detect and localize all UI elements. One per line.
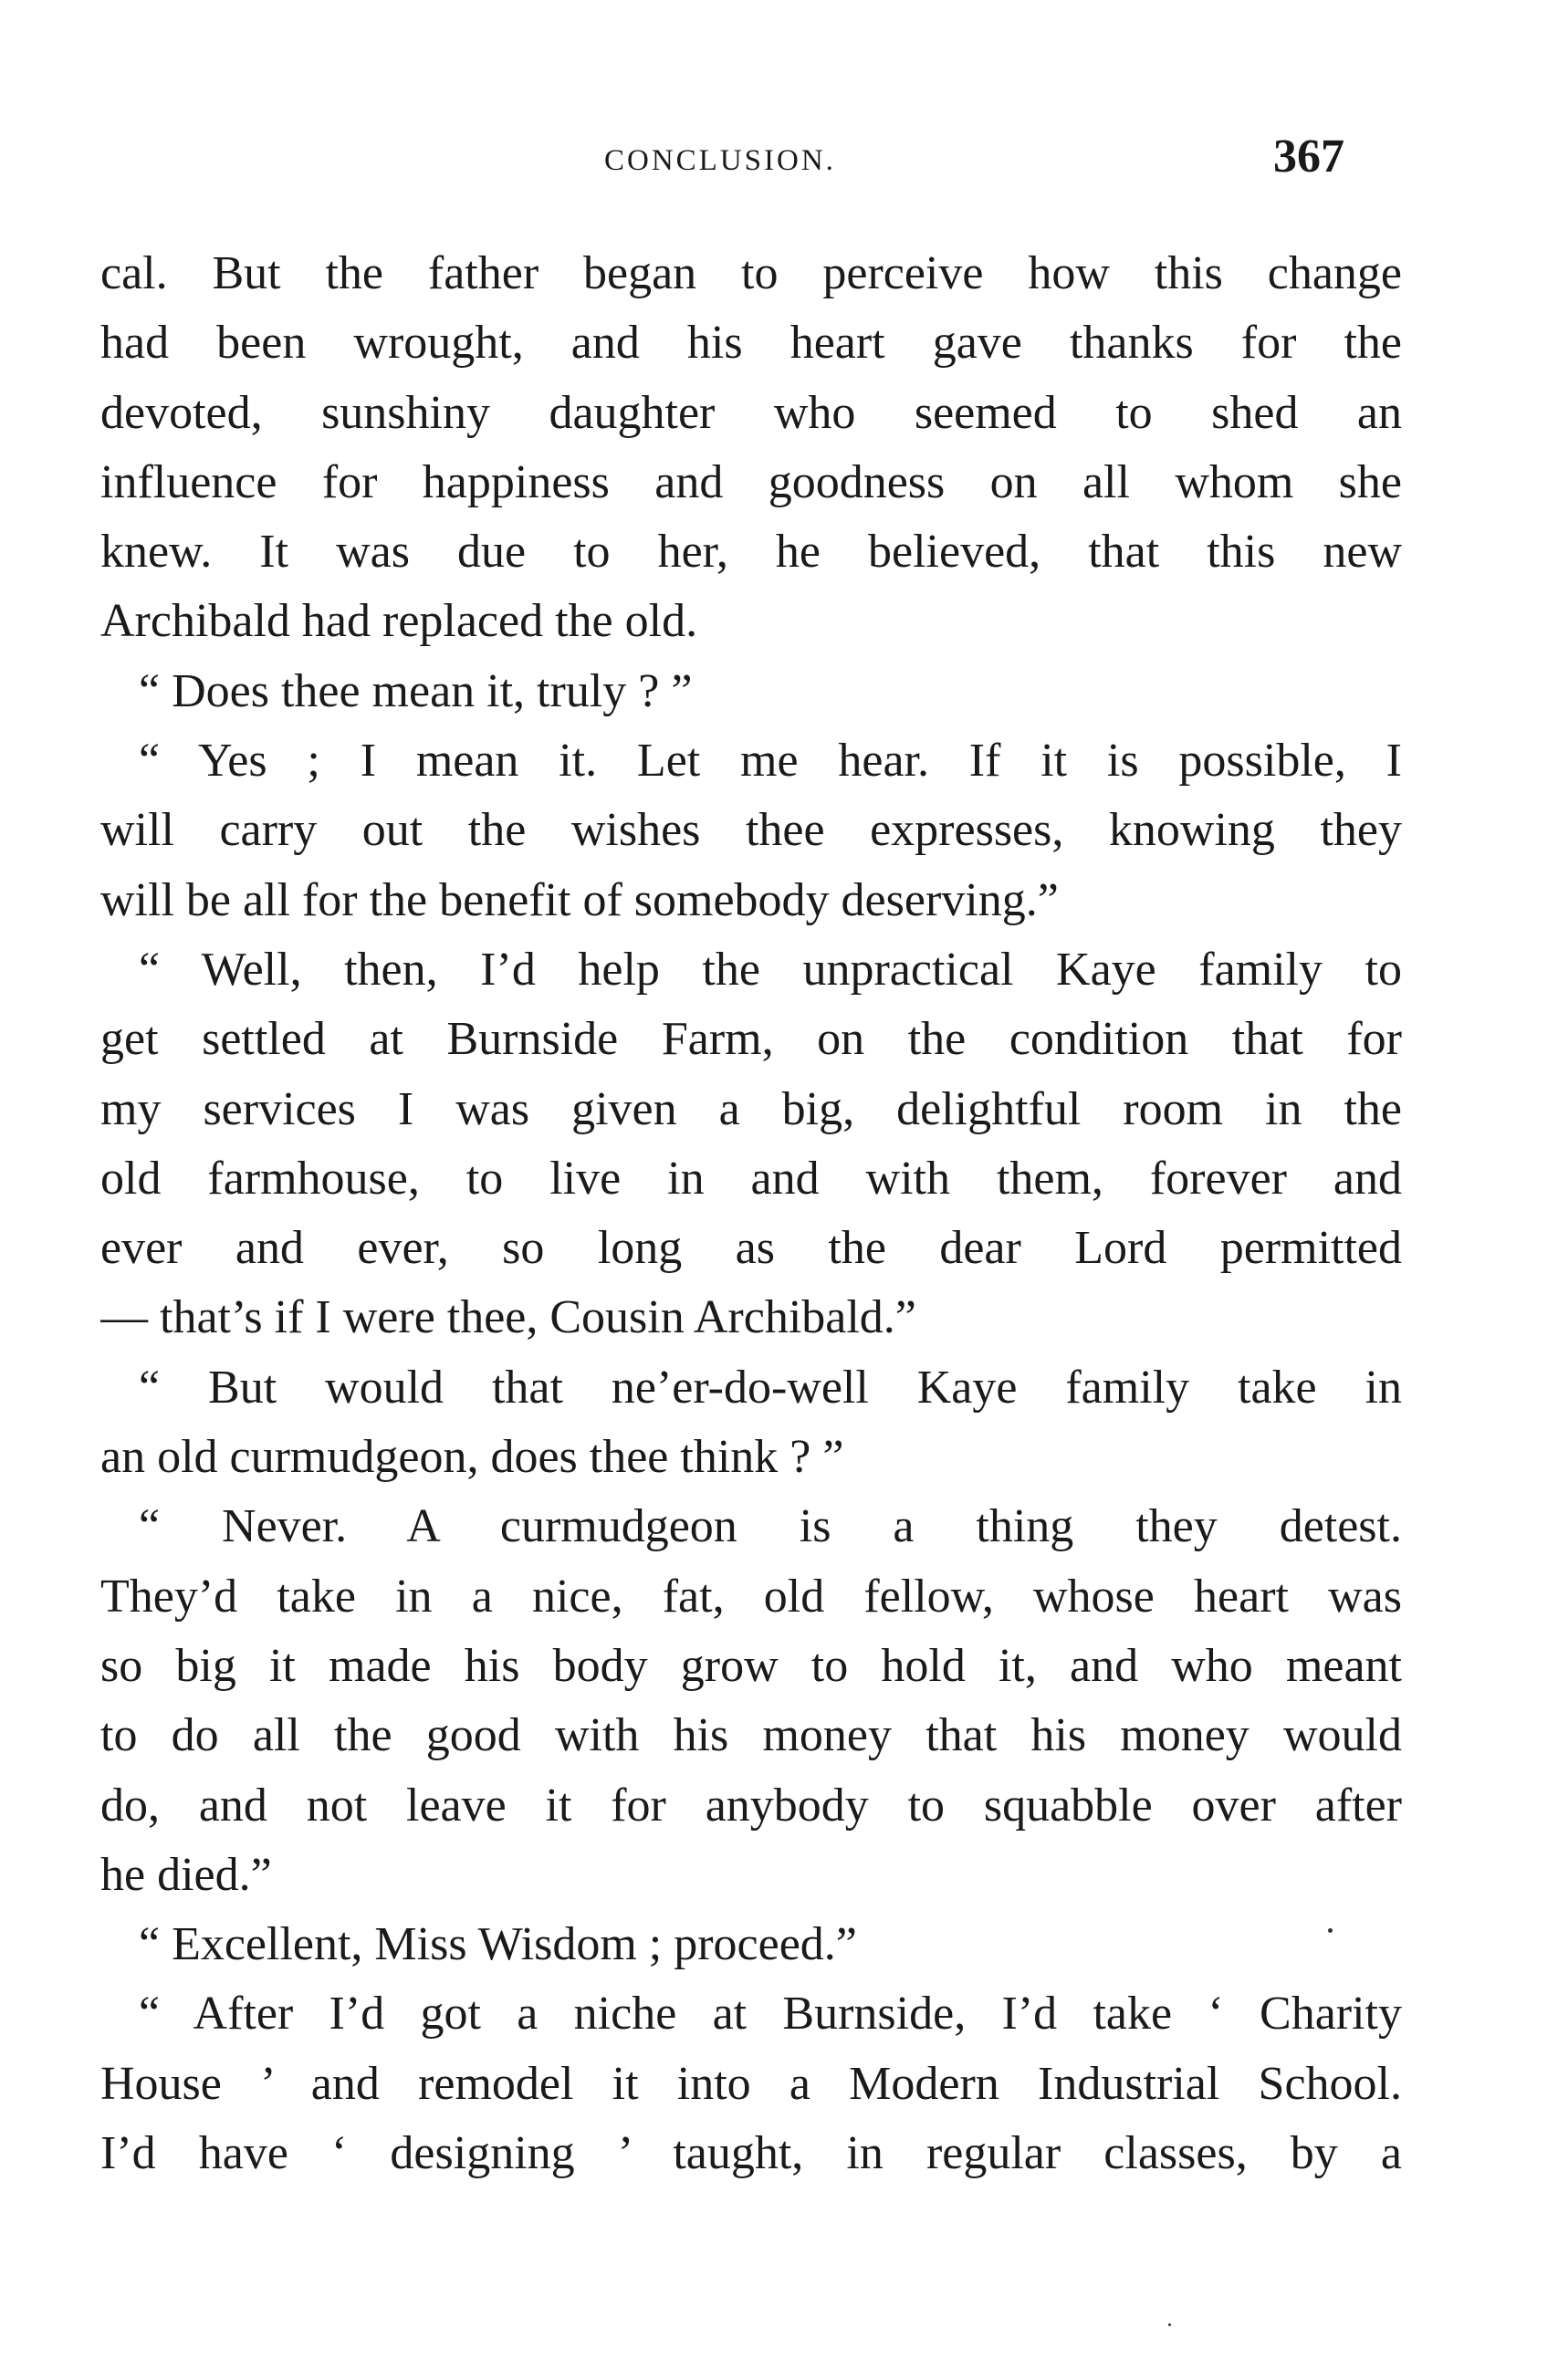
- text-line: will carry out the wishes thee expresses, knowing they: [100, 804, 1402, 857]
- text-line: “ After I’d got a niche at Burnside, I’d take ‘ Charity: [139, 1988, 1402, 2041]
- text-line: “ But would that ne’er-do-well Kaye family take in: [139, 1361, 1402, 1414]
- text-line: my services I was given a big, delightful room in the: [100, 1082, 1402, 1135]
- text-line: so big it made his body grow to hold it, and who meant: [100, 1639, 1402, 1692]
- text-line: “ Excellent, Miss Wisdom ; proceed.”: [139, 1918, 857, 1971]
- text-line: will be all for the benefit of somebody deserving.”: [100, 873, 1059, 926]
- text-line: “ Yes ; I mean it. Let me hear. If it is possible, I: [139, 735, 1402, 788]
- text-line: “ Well, then, I’d help the unpractical Kaye family to: [139, 943, 1402, 996]
- text-line: ever and ever, so long as the dear Lord permitted: [100, 1222, 1402, 1275]
- text-line: They’d take in a nice, fat, old fellow, whose heart was: [100, 1570, 1402, 1623]
- text-line: “ Never. A curmudgeon is a thing they detest.: [139, 1500, 1402, 1553]
- text-line: to do all the good with his money that his money would: [100, 1709, 1402, 1762]
- text-line: Archibald had replaced the old.: [100, 595, 698, 648]
- ink-speck: [1168, 2323, 1171, 2326]
- text-line: he died.”: [100, 1848, 272, 1901]
- body-text: [100, 239, 1402, 2188]
- running-head: CONCLUSION.: [604, 144, 836, 177]
- page-header: [0, 130, 1558, 188]
- text-line: do, and not leave it for anybody to squabble over after: [100, 1779, 1402, 1832]
- text-line: cal. But the father began to perceive how this change: [100, 247, 1402, 299]
- text-line: had been wrought, and his heart gave thanks for the: [100, 317, 1402, 370]
- text-line: “ Does thee mean it, truly ? ”: [139, 664, 693, 717]
- ink-speck: [1328, 1928, 1333, 1933]
- text-line: get settled at Burnside Farm, on the condition that for: [100, 1013, 1402, 1066]
- text-line: devoted, sunshiny daughter who seemed to shed an: [100, 386, 1402, 439]
- text-line: — that’s if I were thee, Cousin Archibald.”: [100, 1291, 916, 1344]
- text-line: an old curmudgeon, does thee think ? ”: [100, 1431, 844, 1484]
- text-line: old farmhouse, to live in and with them, forever and: [100, 1152, 1402, 1205]
- page-number: 367: [1273, 130, 1344, 183]
- text-line: I’d have ‘ designing ’ taught, in regular classes, by a: [100, 2127, 1402, 2180]
- text-line: House ’ and remodel it into a Modern Industrial School.: [100, 2057, 1402, 2110]
- text-line: influence for happiness and goodness on all whom she: [100, 455, 1402, 508]
- text-line: knew. It was due to her, he believed, that this new: [100, 526, 1402, 579]
